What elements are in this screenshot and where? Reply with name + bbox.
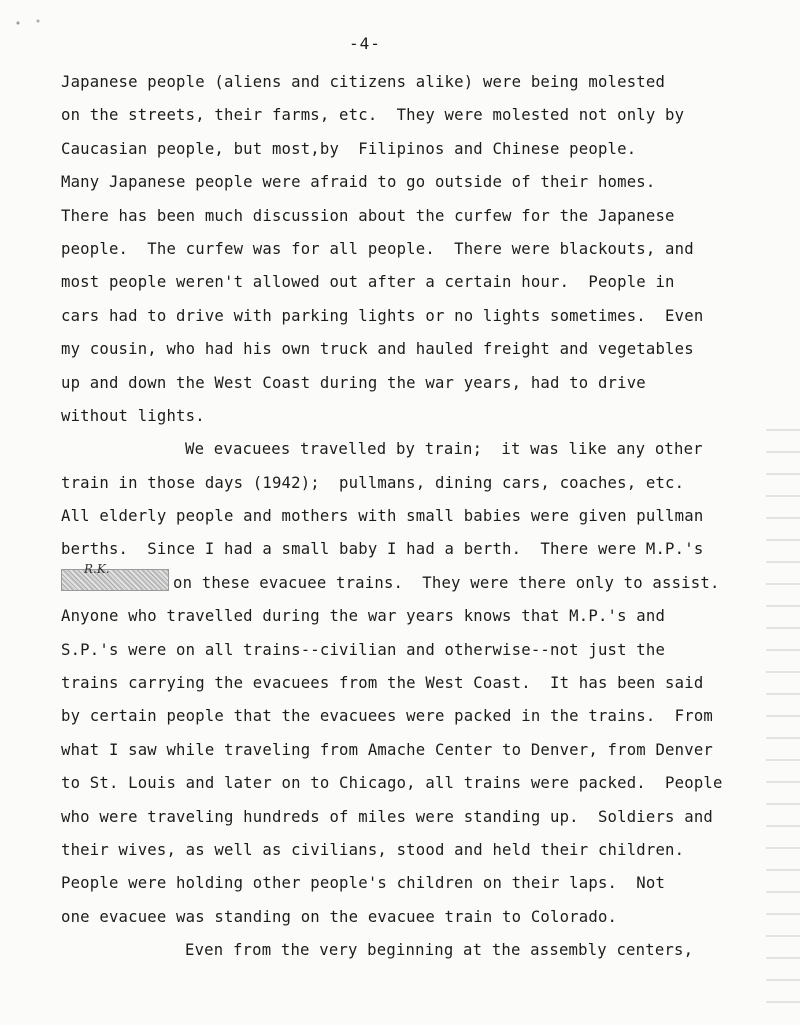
scan-specks	[14, 18, 44, 28]
text-line: on the streets, their farms, etc. They were molested not only by	[61, 106, 685, 125]
text-line: without lights.	[61, 406, 205, 425]
text-line: Even from the very beginning at the assembly centers,	[185, 941, 694, 960]
redaction-note: R.K.	[84, 561, 110, 576]
text-line: Japanese people (aliens and citizens alike) were being molested	[61, 73, 666, 91]
text-line: cars had to drive with parking lights or no lights sometimes. Even	[61, 306, 704, 325]
page-number: -4-	[349, 34, 381, 53]
text-line: to St. Louis and later on to Chicago, all trains were packed. People	[61, 774, 723, 793]
body-text	[61, 66, 781, 968]
text-line: S.P.'s were on all trains--civilian and otherwise--not just the	[61, 640, 666, 659]
text-line: People were holding other people's children on their laps. Not	[61, 874, 666, 893]
text-line: Anyone who travelled during the war years knows that M.P.'s and	[61, 607, 666, 626]
text-line: up and down the West Coast during the war years, had to drive	[61, 373, 646, 392]
text-line: one evacuee was standing on the evacuee train to Colorado.	[61, 907, 618, 926]
text-line: by certain people that the evacuees were packed in the trains. From	[61, 707, 713, 726]
text-line: train in those days (1942); pullmans, dining cars, coaches, etc.	[61, 473, 685, 492]
redaction-mark	[61, 561, 169, 591]
text-line: Caucasian people, but most,by Filipinos and Chinese people.	[61, 139, 637, 158]
text-line: what I saw while traveling from Amache Center to Denver, from Denver	[61, 740, 713, 759]
text-line: who were traveling hundreds of miles were standing up. Soldiers and	[61, 807, 713, 826]
text-line: trains carrying the evacuees from the West Coast. It has been said	[61, 674, 704, 693]
text-line: There has been much discussion about the curfew for the Japanese	[61, 206, 675, 225]
text-fragment: on these evacuee trains. They were there only to assist.	[173, 573, 720, 592]
text-line: All elderly people and mothers with small babies were given pullman	[61, 507, 704, 526]
text-line: berths. Since I had a small baby I had a berth. There were M.P.'s	[61, 540, 704, 559]
text-line: their wives, as well as civilians, stood and held their children.	[61, 840, 685, 859]
text-line: people. The curfew was for all people. There were blackouts, and	[61, 239, 694, 258]
text-line: Many Japanese people were afraid to go outside of their homes.	[61, 173, 656, 192]
text-line: We evacuees travelled by train; it was like any other	[185, 440, 703, 459]
text-line: my cousin, who had his own truck and hauled freight and vegetables	[61, 340, 694, 359]
text-line: most people weren't allowed out after a certain hour. People in	[61, 273, 675, 292]
text-line-with-redaction	[61, 561, 781, 600]
